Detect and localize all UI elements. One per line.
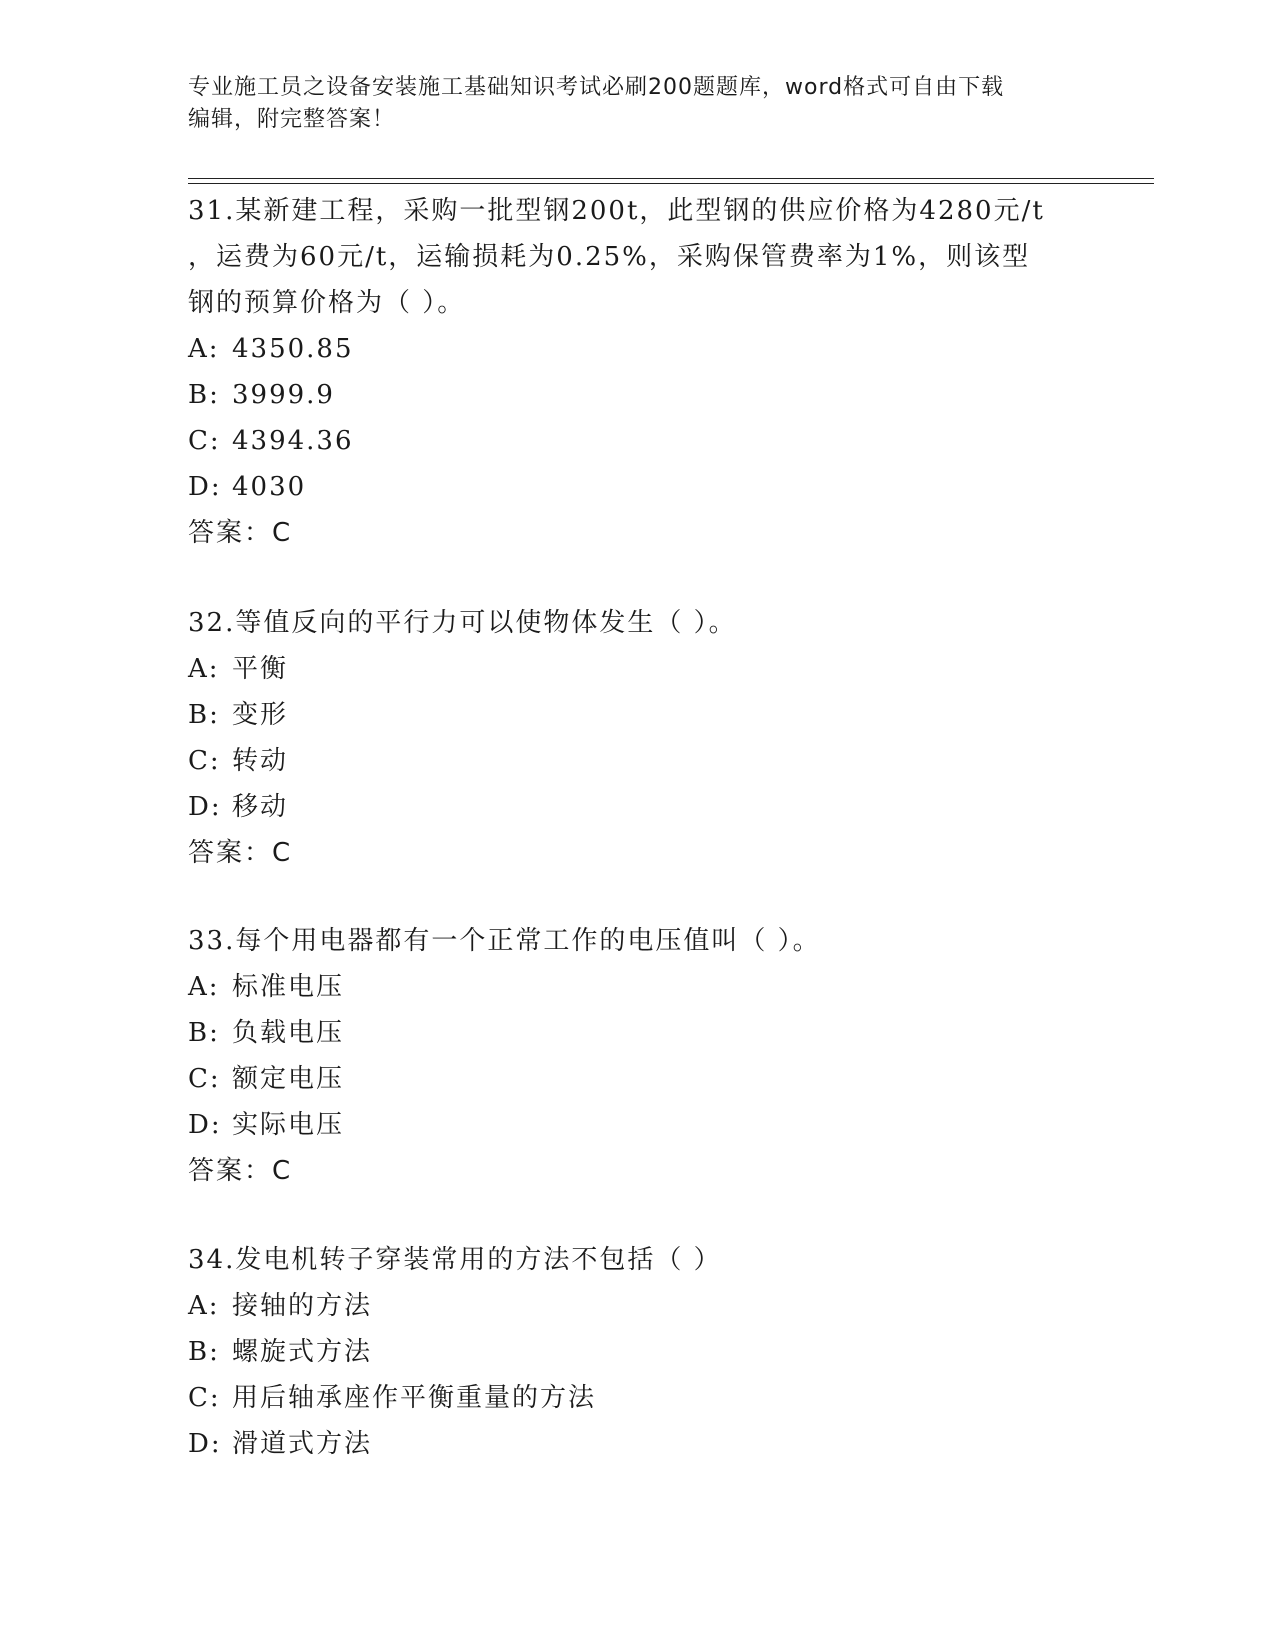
option-text: 螺旋式方法 xyxy=(232,1337,373,1367)
option-text: 平衡 xyxy=(232,654,289,684)
option-text: 标准电压 xyxy=(232,972,345,1002)
option-text: 4030 xyxy=(232,472,307,502)
option-label: B: xyxy=(188,700,220,730)
option-label: B: xyxy=(188,1337,220,1367)
option-c xyxy=(188,1375,1068,1421)
header-line-2: 编辑，附完整答案！ xyxy=(188,107,396,132)
option-c xyxy=(188,738,1068,784)
option-d xyxy=(188,1421,1068,1467)
question-33 xyxy=(188,918,1068,1194)
answer: 答案：C xyxy=(188,1156,293,1186)
question-stem-line: 34.发电机转子穿装常用的方法不包括（ ） xyxy=(188,1245,722,1275)
option-label: A: xyxy=(188,334,220,364)
option-label: A: xyxy=(188,654,220,684)
option-label: A: xyxy=(188,972,220,1002)
question-32 xyxy=(188,600,1068,876)
option-b xyxy=(188,1329,1068,1375)
header-divider-bottom xyxy=(188,183,1154,184)
option-label: C: xyxy=(188,1383,221,1413)
header-divider-top xyxy=(188,178,1154,179)
option-a xyxy=(188,646,1068,692)
option-label: B: xyxy=(188,380,220,410)
question-stem-line: ，运费为60元/t，运输损耗为0.25%，采购保管费率为1%，则该型 xyxy=(188,242,1031,272)
option-label: C: xyxy=(188,1064,221,1094)
option-c xyxy=(188,1056,1068,1102)
option-label: D: xyxy=(188,1429,222,1459)
question-stem-line: 31.某新建工程，采购一批型钢200t，此型钢的供应价格为4280元/t xyxy=(188,196,1045,226)
document-header xyxy=(188,72,1088,136)
option-text: 滑道式方法 xyxy=(232,1429,373,1459)
option-text: 4350.85 xyxy=(232,334,354,364)
option-b xyxy=(188,1010,1068,1056)
answer: 答案：C xyxy=(188,518,293,548)
option-label: D: xyxy=(188,472,222,502)
option-d xyxy=(188,784,1068,830)
option-text: 3999.9 xyxy=(232,380,335,410)
option-b xyxy=(188,692,1068,738)
option-b xyxy=(188,372,1068,418)
option-text: 移动 xyxy=(232,792,289,822)
option-text: 用后轴承座作平衡重量的方法 xyxy=(232,1383,597,1413)
option-text: 变形 xyxy=(232,700,289,730)
option-d xyxy=(188,1102,1068,1148)
option-d xyxy=(188,464,1068,510)
option-label: A: xyxy=(188,1291,220,1321)
question-stem-line: 33.每个用电器都有一个正常工作的电压值叫（ ）。 xyxy=(188,926,821,956)
question-34 xyxy=(188,1237,1068,1467)
option-label: C: xyxy=(188,746,221,776)
option-text: 接轴的方法 xyxy=(232,1291,373,1321)
option-label: C: xyxy=(188,426,221,456)
option-text: 负载电压 xyxy=(232,1018,345,1048)
option-a xyxy=(188,326,1068,372)
option-text: 额定电压 xyxy=(232,1064,345,1094)
header-line-1: 专业施工员之设备安装施工基础知识考试必刷200题题库，word格式可自由下载 xyxy=(188,75,1005,100)
answer: 答案：C xyxy=(188,838,293,868)
option-c xyxy=(188,418,1068,464)
option-label: D: xyxy=(188,792,222,822)
option-text: 转动 xyxy=(232,746,289,776)
question-stem-line: 钢的预算价格为（ ）。 xyxy=(188,288,466,318)
option-label: B: xyxy=(188,1018,220,1048)
option-label: D: xyxy=(188,1110,222,1140)
option-text: 4394.36 xyxy=(232,426,354,456)
option-text: 实际电压 xyxy=(232,1110,345,1140)
option-a xyxy=(188,964,1068,1010)
question-31 xyxy=(188,188,1068,556)
question-stem-line: 32.等值反向的平行力可以使物体发生（ ）。 xyxy=(188,608,737,638)
option-a xyxy=(188,1283,1068,1329)
